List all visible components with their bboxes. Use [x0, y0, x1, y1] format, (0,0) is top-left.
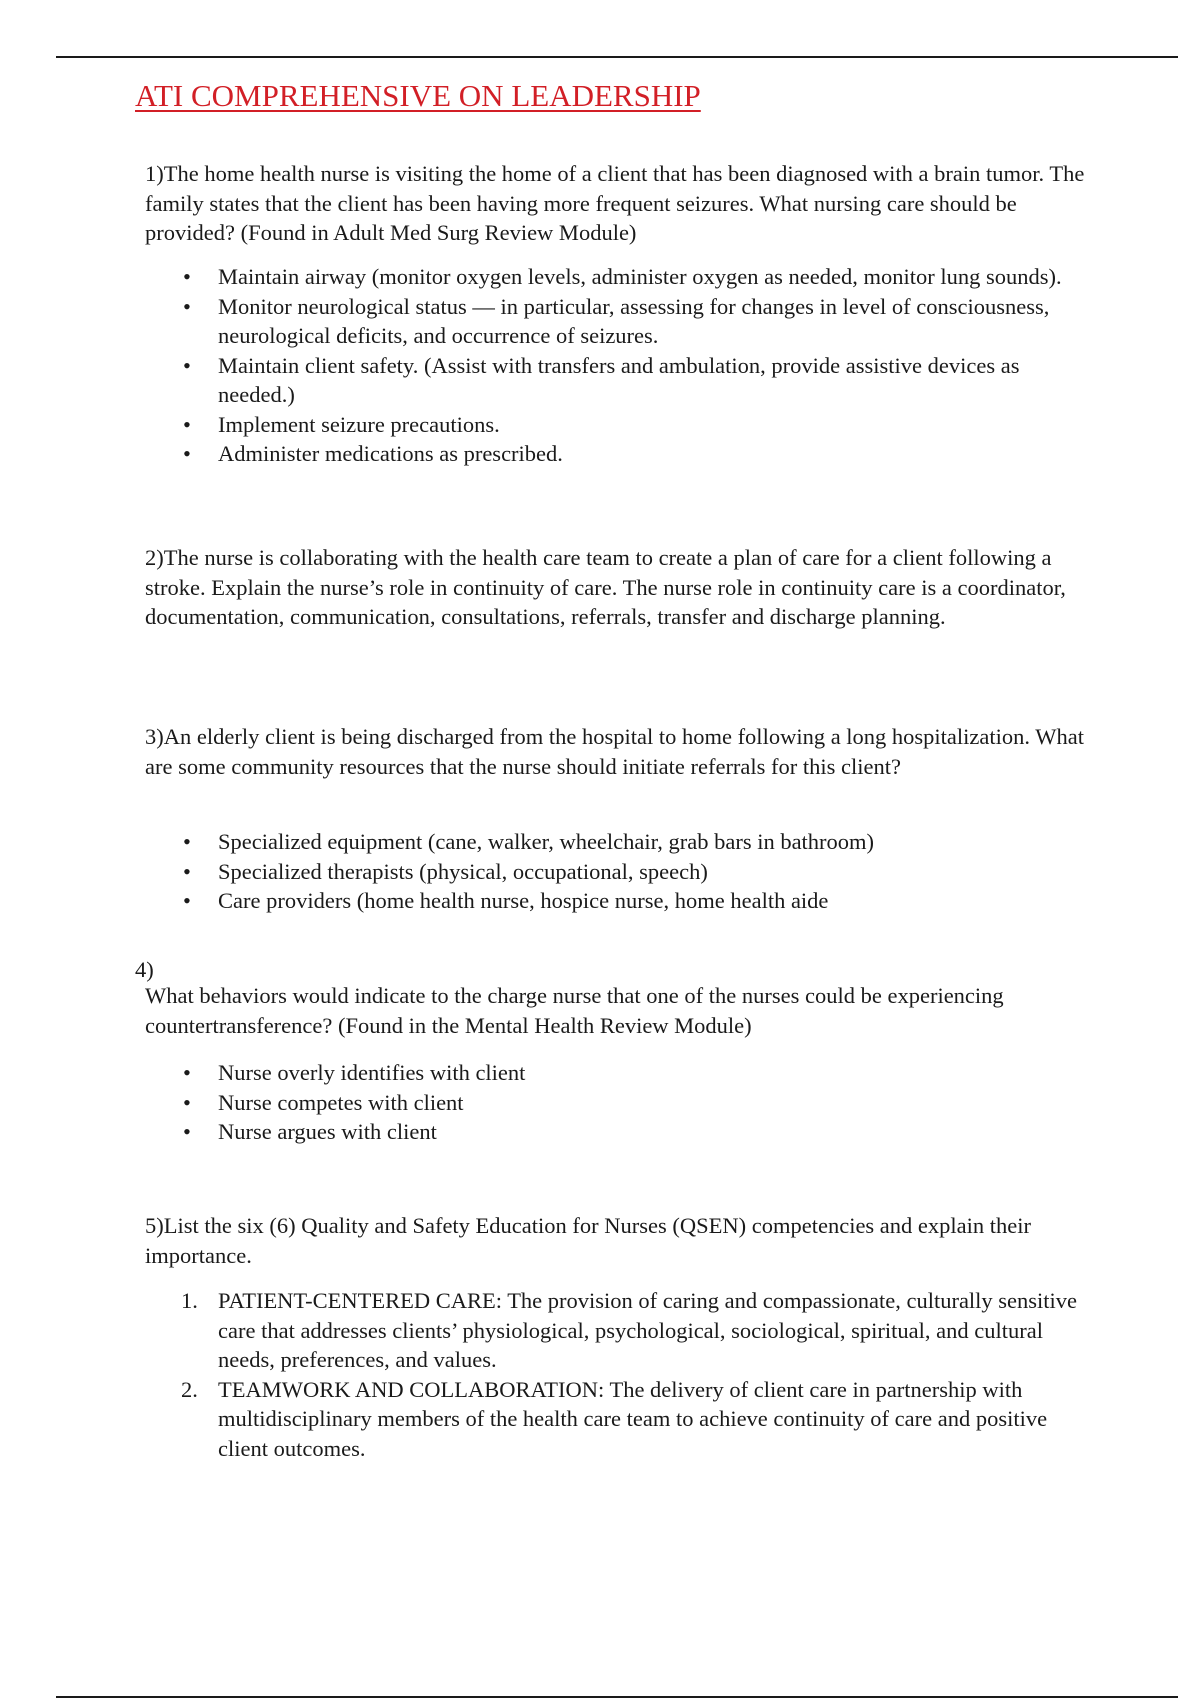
list-item: • Implement seizure precautions.	[145, 410, 1095, 440]
bullet-icon: •	[183, 1060, 191, 1085]
list-number: 1.	[181, 1288, 198, 1313]
list-item: • Maintain airway (monitor oxygen levels, administer oxygen as needed, monitor lung sounds).	[145, 262, 1095, 292]
question-1-bullets	[145, 262, 1095, 469]
bullet-icon: •	[183, 829, 191, 854]
bottom-rule	[56, 1696, 1178, 1698]
bullet-icon: •	[183, 1119, 191, 1144]
document-title: ATI COMPREHENSIVE ON LEADERSHIP	[135, 78, 701, 113]
list-item: • Nurse argues with client	[145, 1117, 1095, 1147]
bullet-icon: •	[183, 411, 191, 437]
list-item: • Specialized therapists (physical, occupational, speech)	[145, 857, 1095, 887]
list-item: • Nurse overly identifies with client	[145, 1058, 1095, 1088]
list-item: • Monitor neurological status — in particular, assessing for changes in level of consciousness, neurological deficits, and occurrence of seizures.	[183, 293, 1050, 348]
bullet-icon: •	[183, 352, 191, 378]
list-item: 2. TEAMWORK AND COLLABORATION: The delivery of client care in partnership with multidisciplinary members of the health care team to achieve continuity of care and positive client outcomes.	[181, 1376, 1048, 1461]
question-4-bullets	[145, 1058, 1095, 1147]
bullet-icon: •	[183, 1089, 191, 1115]
bullet-icon: •	[183, 441, 191, 466]
list-item: • Nurse competes with client	[145, 1088, 1095, 1118]
list-item: • Administer medications as prescribed.	[145, 439, 1095, 469]
question-4-number: 4)	[135, 957, 154, 982]
list-item: • Specialized equipment (cane, walker, wheelchair, grab bars in bathroom)	[145, 827, 1095, 857]
bullet-icon: •	[183, 858, 191, 884]
list-item: 1. PATIENT-CENTERED CARE: The provision of caring and compassionate, culturally sensitive care that addresses clients’ physiological, psychological, sociological, spiritual, and cultural needs, preferences, and values.	[181, 1288, 1078, 1372]
question-4-text: What behaviors would indicate to the charge nurse that one of the nurses could be experiencing countertransference? (Found in the Mental Health Review Module)	[145, 983, 1004, 1038]
question-2-text: 2)The nurse is collaborating with the health care team to create a plan of care for a client following a stroke. Explain the nurse’s role in continuity of care. The nurse role in continuity care is a coordinator, documentation, communication, consultations, referrals, transfer and discharge planning.	[145, 545, 1066, 629]
question-5-text: 5)List the six (6) Quality and Safety Education for Nurses (QSEN) competencies and explain their importance.	[145, 1213, 1032, 1268]
question-1-text: 1)The home health nurse is visiting the home of a client that has been diagnosed with a brain tumor. The family states that the client has been having more frequent seizures. What nursing care should be provided? (Found in Adult Med Surg Review Module)	[145, 161, 1085, 245]
list-item: • Care providers (home health nurse, hospice nurse, home health aide	[145, 886, 1095, 916]
question-5-list	[145, 1286, 1095, 1463]
bullet-icon: •	[183, 293, 191, 319]
bullet-icon: •	[183, 264, 191, 289]
top-rule	[56, 56, 1178, 58]
bullet-icon: •	[183, 888, 191, 913]
question-3-text: 3)An elderly client is being discharged from the hospital to home following a long hospitalization. What are some community resources that the nurse should initiate referrals for this client?	[145, 724, 1084, 779]
list-item: • Maintain client safety. (Assist with transfers and ambulation, provide assistive devices as needed.)	[183, 352, 1020, 407]
question-3-bullets	[145, 827, 1095, 916]
list-number: 2.	[181, 1376, 198, 1402]
